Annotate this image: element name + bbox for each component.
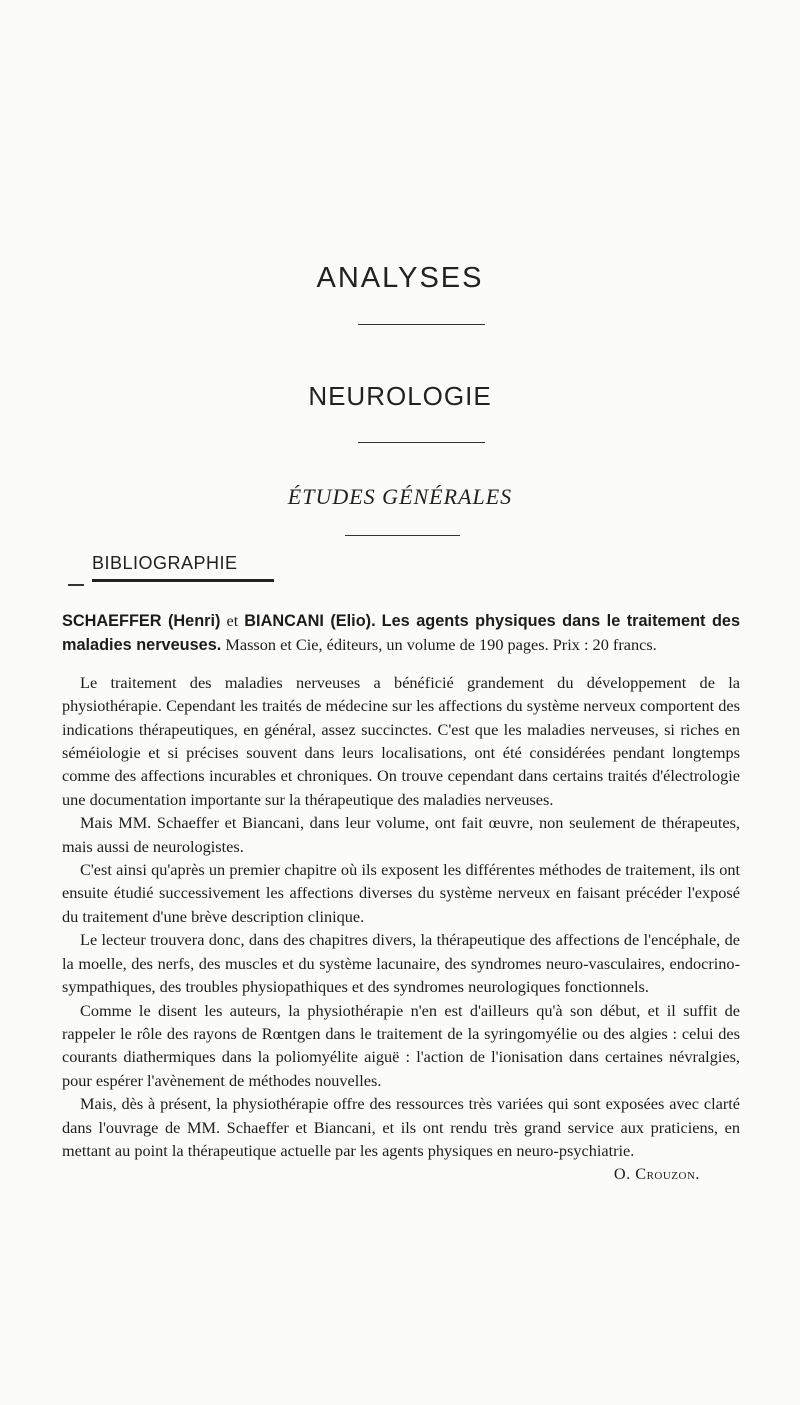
- author-signature: O. Crouzon.: [613, 1164, 700, 1184]
- divider-rule: [358, 324, 485, 325]
- reference-conjunction: et: [226, 611, 239, 630]
- section-title: ANALYSES: [316, 262, 484, 294]
- paragraph: Le lecteur trouvera donc, dans des chapitres divers, la thérapeutique des affections de l'encéphale, de la moelle, des nerfs, des muscles et du système lacunaire, des syndromes neuro-vasculaires, endocrino-sympathiques, des troubles physiopathiques et des syndromes neurologiques fonctionnels.: [62, 930, 740, 997]
- heading-underline: [92, 579, 274, 582]
- reference-details: Masson et Cie, éditeurs, un volume de 190 pages. Prix : 20 francs.: [225, 635, 657, 655]
- bibliographic-reference: [62, 609, 740, 658]
- paragraph: Le traitement des maladies nerveuses a bénéficié grandement du développement de la physiothérapie. Cependant les traités de médecine sur les affections du système nerveux comportent des indications thérapeutiques, en général, assez succinctes. C'est que les maladies nerveuses, si riches en séméiologie et si précises souvent dans leurs localisations, ont été considérées pendant longtemps comme des affections incurables et chroniques. On trouve cependant dans certains traités d'électrologie une documentation importante sur la thérapeutique des maladies nerveuses.: [62, 672, 740, 809]
- review-body: [62, 609, 740, 1186]
- reference-authors-1: SCHAEFFER (Henri): [62, 612, 221, 630]
- divider-rule: [345, 535, 460, 536]
- paragraph: Comme le disent les auteurs, la physiothérapie n'en est d'ailleurs qu'à son début, et il suffit de rappeler le rôle des rayons de Rœntgen dans le traitement de la syringomyélie ou des algies : celui des courants diathermiques dans la poliomyélite aiguë : l'action de l'ionisation dans certaines névralgies, pour espérer l'avènement de méthodes nouvelles.: [62, 1000, 740, 1090]
- paragraph: C'est ainsi qu'après un premier chapitre où ils exposent les différentes méthodes de traitement, ils ont ensuite étudié successivement les affections diverses du système nerveux en faisant précéder l'exposé du traitement d'une brève description clinique.: [62, 860, 740, 926]
- category-title: ÉTUDES GÉNÉRALES: [287, 484, 513, 509]
- paragraph: Mais, dès à présent, la physiothérapie offre des ressources très variées qui sont exposées avec clarté dans l'ouvrage de MM. Schaeffer et Biancani, et ils ont rendu très grand service aux praticiens, en mettant au point la thérapeutique actuelle par les agents physiques en neuro-psychiatrie.: [62, 1094, 740, 1160]
- decorative-tick: [68, 584, 84, 586]
- paragraph: Mais MM. Schaeffer et Biancani, dans leur volume, ont fait œuvre, non seulement de thérapeutes, mais aussi de neurologistes.: [62, 813, 740, 856]
- subsection-title: NEUROLOGIE: [308, 381, 492, 411]
- reference-authors-2: BIANCANI (Elio).: [244, 612, 376, 630]
- divider-rule: [358, 442, 485, 443]
- bibliography-heading: BIBLIOGRAPHIE: [92, 553, 238, 573]
- reference-title: Les agents physiques dans le traitement des maladies nerveuses.: [62, 612, 740, 655]
